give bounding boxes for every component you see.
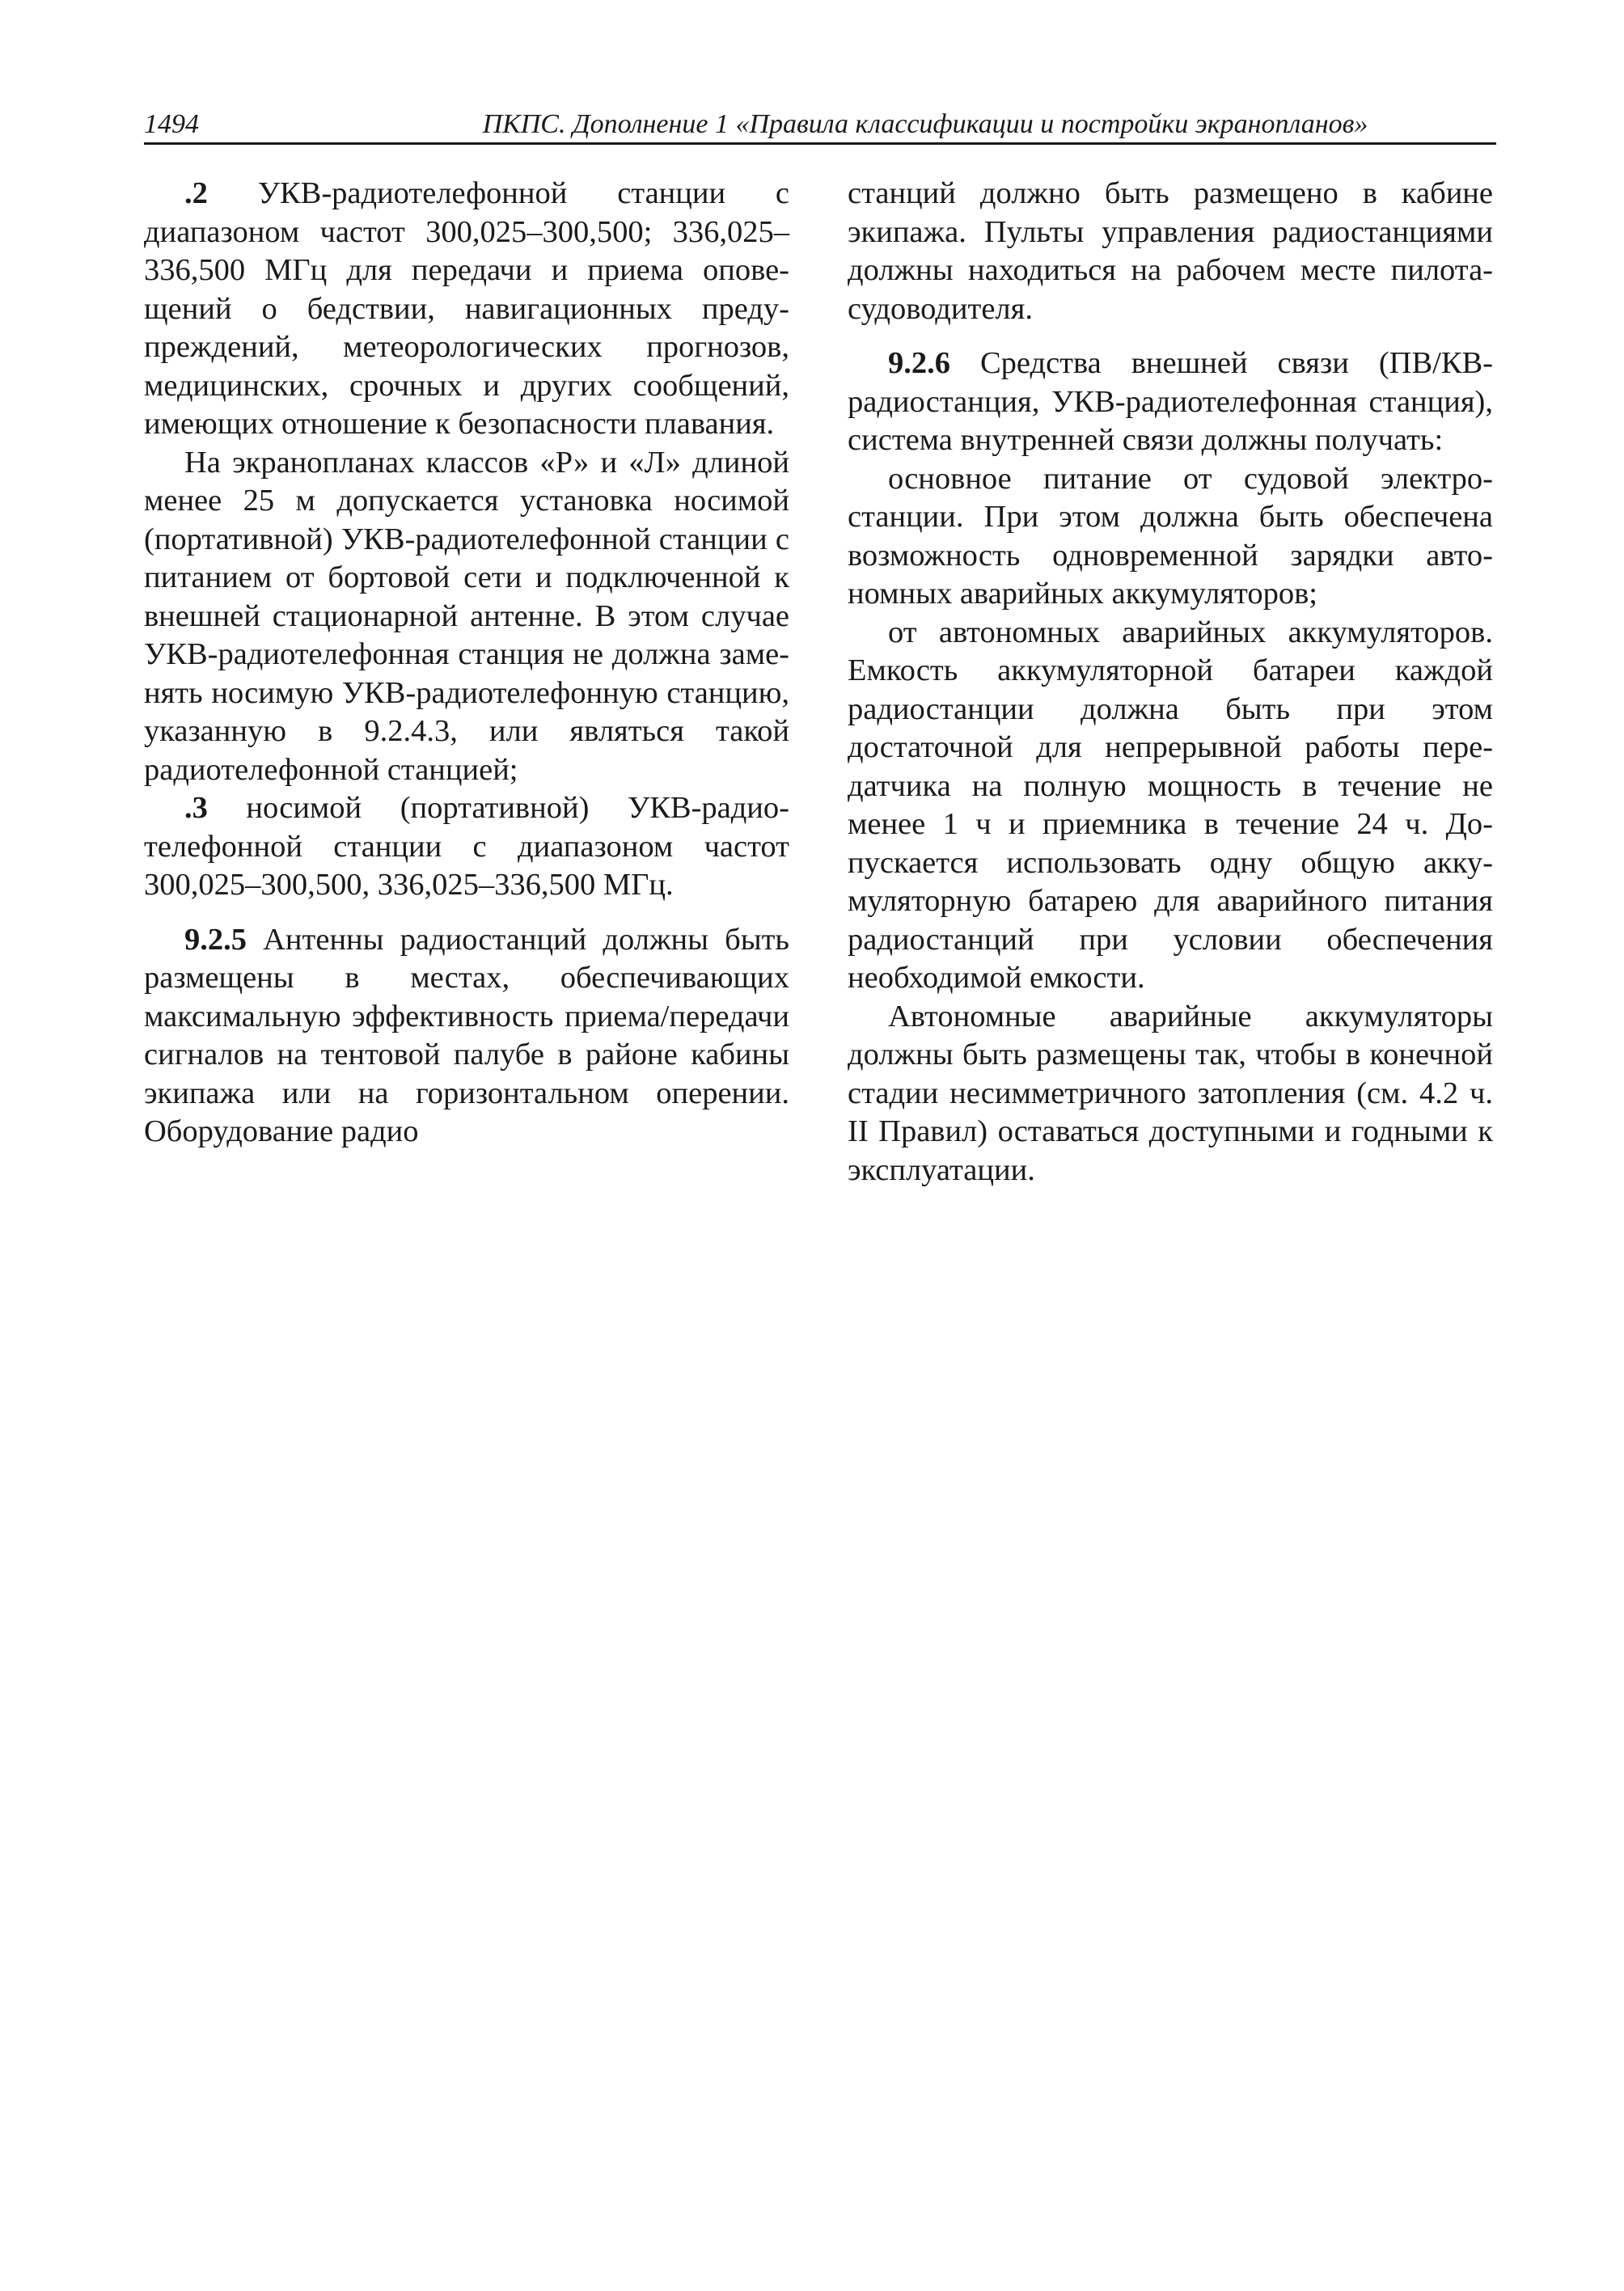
running-title: ПКПС. Дополнение 1 «Правила классификации и постройки экранопланов» bbox=[482, 109, 1368, 139]
paragraph-text: На экранопланах классов «Р» и «Л» длиной менее 25 м допускается установка носимой (портативной) УКВ-радиотелефонной станции с питанием от бортовой сети и подключенной к внешней стационарной антенне. В этом случае УКВ-радиотелефонная станция не должна заменять носимую УКВ-радиотелефонную станцию, указанную в 9.2.4.3, или являться такой радиотелефонной станцией; bbox=[144, 445, 789, 787]
paragraph-text: Автономные аварийные аккумуляторы должны быть размещены так, чтобы в конечной стадии несимметричного затопления (см. 4.2 ч. II Правил) оставаться доступными и годными к эксплуатации. bbox=[848, 999, 1493, 1187]
paragraph-battery-placement bbox=[848, 998, 1493, 1190]
paragraph-text: станций должно быть размещено в кабине экипажа. Пульты управления радиостанциями должны находиться на рабочем месте пилота-судоводителя. bbox=[848, 176, 1493, 326]
paragraph-emergency-batteries bbox=[848, 614, 1493, 998]
paragraph-small-ekranoplans bbox=[144, 444, 789, 790]
right-column bbox=[848, 175, 1493, 1190]
left-column bbox=[144, 175, 789, 1152]
paragraph-text: Средства внешней связи (ПВ/КВ-радиостанция, УКВ-радиотелефонная станция), система внутренней связи должны получать: bbox=[848, 346, 1493, 457]
paragraph-text: носимой (портативной) УКВ-радиотелефонной станции с диапазоном частот 300,025–300,500, 336,025–336,500 МГц. bbox=[144, 791, 789, 902]
paragraph-continuation bbox=[848, 175, 1493, 328]
paragraph-9-2-6 bbox=[848, 344, 1493, 460]
section-number: 9.2.5 bbox=[184, 922, 247, 957]
paragraph-text: от автономных аварийных аккумуляторов. Емкость аккумуляторной батареи каждой радиостанции должна быть при этом достаточной для непрерывной работы передатчика на полную мощность в течение не менее 1 ч и приемника в течение 24 ч. Допускается использовать одну общую аккумуляторную батарею для аварийного питания радиостанций при условии обеспечения необходимой емкости. bbox=[848, 615, 1493, 995]
page-header bbox=[144, 107, 1496, 145]
paragraph-item-3 bbox=[144, 789, 789, 905]
paragraph-text: Антенны радиостанций должны быть размещены в местах, обеспечивающих максимальную эффективность приема/передачи сигналов на тентовой палубе в районе кабины экипажа или на горизонтальном оперении. Оборудование радио bbox=[144, 922, 789, 1148]
page-number: 1494 bbox=[144, 109, 199, 139]
paragraph-text: УКВ-радиотелефонной станции с диапазоном частот 300,025–300,500; 336,025–336,500 МГц для передачи и приема оповещений о бедствии, навигационных предупреждений, метеорологических прогнозов, медицинских, срочных и других сообщений, имеющих отношение к безопасности плавания. bbox=[144, 176, 789, 441]
paragraph-9-2-5 bbox=[144, 921, 789, 1152]
paragraph-text: основное питание от судовой электростанции. При этом должна быть обеспечена возможность одновременной зарядки автономных аварийных аккумуляторов; bbox=[848, 461, 1493, 611]
section-number: 9.2.6 bbox=[888, 346, 950, 380]
paragraph-item-2 bbox=[144, 175, 789, 444]
item-number: .2 bbox=[184, 176, 208, 210]
paragraph-main-power bbox=[848, 460, 1493, 614]
item-number: .3 bbox=[184, 791, 208, 825]
